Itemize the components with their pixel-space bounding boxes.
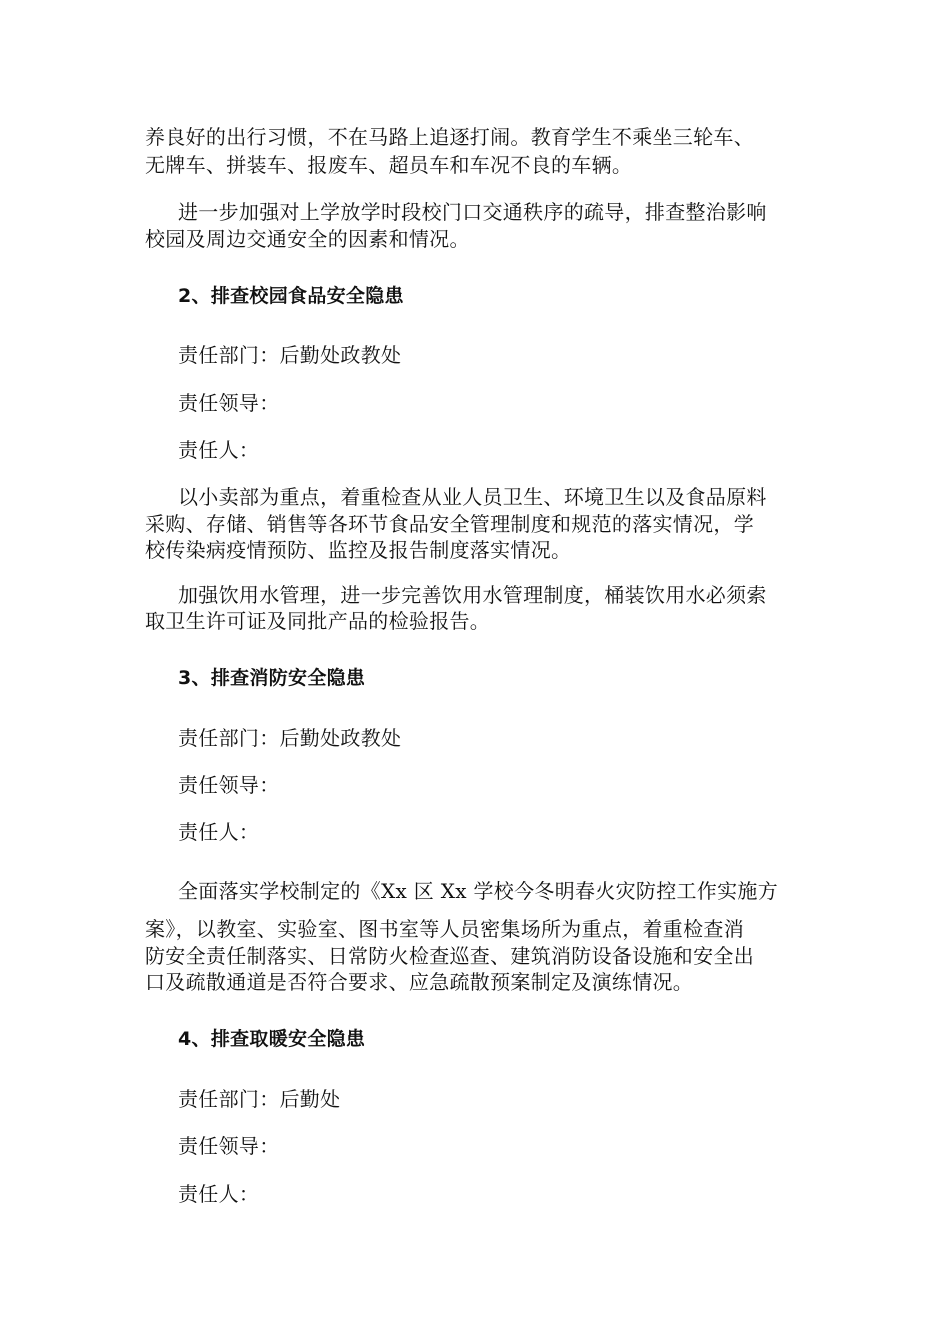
paragraph-line: 取卫生许可证及同批产品的检验报告。 xyxy=(145,609,491,633)
responsible-person: 责任人： xyxy=(178,438,260,462)
paragraph-line: 全面落实学校制定的《Xx 区 Xx 学校今冬明春火灾防控工作实施方 xyxy=(178,879,779,903)
responsible-leader: 责任领导： xyxy=(178,1134,280,1158)
responsible-department: 责任部门：后勤处 xyxy=(178,1087,341,1111)
responsible-person: 责任人： xyxy=(178,1182,260,1206)
responsible-department: 责任部门：后勤处政教处 xyxy=(178,726,402,750)
paragraph-line: 案》，以教室、实验室、图书室等人员密集场所为重点，着重检查消 xyxy=(145,917,744,941)
paragraph-line: 采购、存储、销售等各环节食品安全管理制度和规范的落实情况，学 xyxy=(145,512,754,536)
responsible-person: 责任人： xyxy=(178,820,260,844)
paragraph-line: 防安全责任制落实、日常防火检查巡查、建筑消防设备设施和安全出 xyxy=(145,944,754,968)
paragraph-line: 无牌车、拼装车、报废车、超员车和车况不良的车辆。 xyxy=(145,153,633,177)
section-heading: 3、排查消防安全隐患 xyxy=(178,667,366,689)
paragraph-line: 加强饮用水管理，进一步完善饮用水管理制度，桶装饮用水必须索 xyxy=(178,583,767,607)
paragraph-line: 校传染病疫情预防、监控及报告制度落实情况。 xyxy=(145,538,572,562)
paragraph-line: 养良好的出行习惯，不在马路上追逐打闹。教育学生不乘坐三轮车、 xyxy=(145,125,754,149)
section-heading: 4、排查取暖安全隐患 xyxy=(178,1028,366,1050)
section-heading: 2、排查校园食品安全隐患 xyxy=(178,285,404,307)
responsible-department: 责任部门：后勤处政教处 xyxy=(178,343,402,367)
responsible-leader: 责任领导： xyxy=(178,773,280,797)
responsible-leader: 责任领导： xyxy=(178,391,280,415)
paragraph-line: 进一步加强对上学放学时段校门口交通秩序的疏导，排查整治影响 xyxy=(178,200,767,224)
paragraph-line: 以小卖部为重点，着重检查从业人员卫生、环境卫生以及食品原料 xyxy=(178,485,767,509)
paragraph-line: 校园及周边交通安全的因素和情况。 xyxy=(145,227,470,251)
paragraph-line: 口及疏散通道是否符合要求、应急疏散预案制定及演练情况。 xyxy=(145,970,694,994)
